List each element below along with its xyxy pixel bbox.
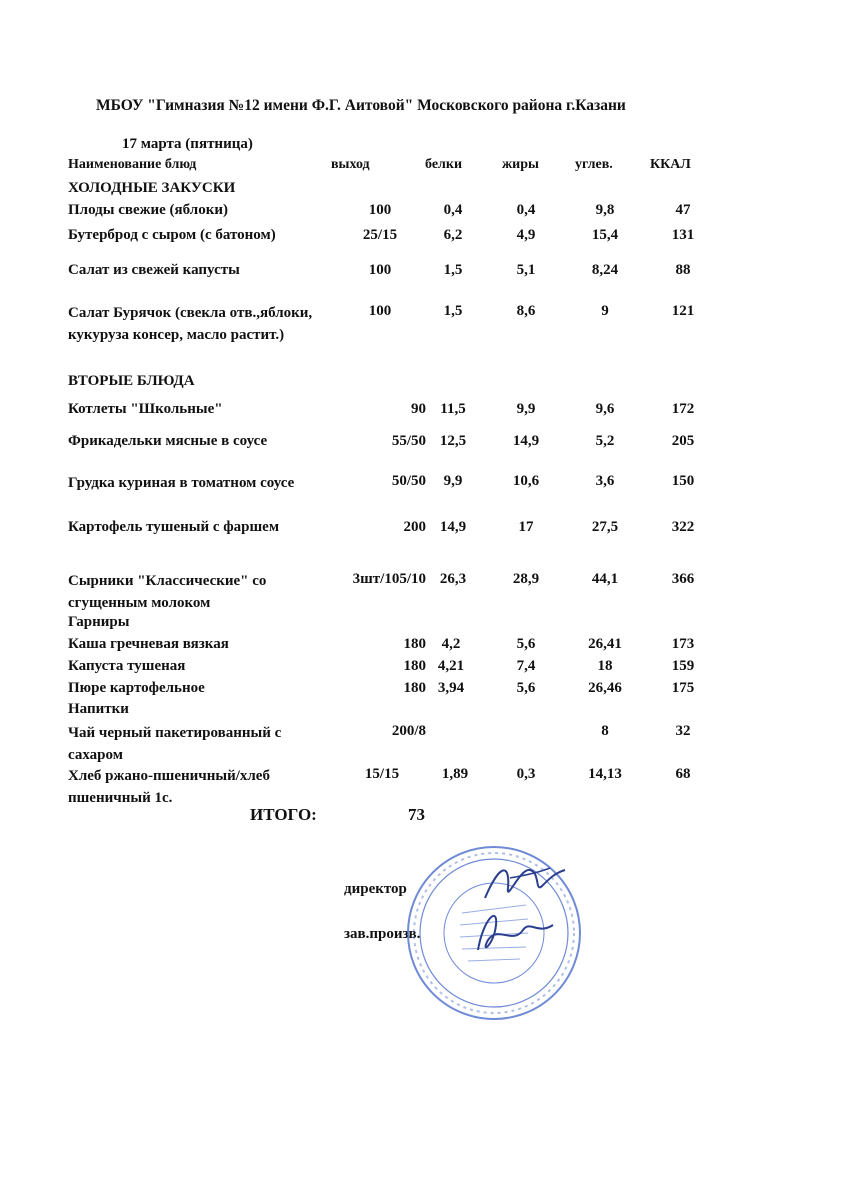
dish-name: Бутерброд с сыром (с батоном) (68, 227, 276, 243)
dish-fat: 5,6 (516, 680, 536, 696)
dish-kcal: 88 (675, 262, 691, 278)
column-header-name: Наименование блюд (68, 157, 197, 172)
dish-protein: 3,94 (437, 680, 465, 696)
dish-protein: 1,5 (443, 262, 463, 278)
director-label: директор (344, 881, 407, 897)
production-head-label: зав.произв. (344, 926, 421, 942)
dish-carbs: 9,8 (595, 202, 615, 218)
column-header-protein: белки (425, 157, 463, 172)
dish-protein: 6,2 (443, 227, 463, 243)
dish-name: Котлеты "Школьные" (68, 401, 223, 417)
total-label: ИТОГО: (250, 805, 317, 824)
dish-kcal: 173 (671, 636, 695, 652)
dish-protein: 1,5 (443, 303, 463, 319)
dish-fat: 10,6 (512, 473, 540, 489)
dish-kcal: 47 (675, 202, 691, 218)
column-header-carbs: углев. (575, 157, 613, 172)
dish-protein: 4,2 (441, 636, 461, 652)
dish-output: 100 (368, 262, 392, 278)
dish-kcal: 68 (675, 766, 691, 782)
dish-kcal: 32 (675, 723, 691, 739)
dish-protein: 11,5 (440, 401, 466, 417)
dish-carbs: 8,24 (591, 262, 619, 278)
dish-fat: 9,9 (516, 401, 536, 417)
dish-carbs: 15,4 (591, 227, 619, 243)
dish-output: 50/50 (391, 473, 426, 489)
dish-name: Картофель тушеный с фаршем (68, 519, 280, 535)
dish-output: 200 (403, 519, 426, 535)
dish-protein: 14,9 (439, 519, 467, 535)
dish-carbs: 44,1 (591, 571, 619, 587)
dish-fat: 4,9 (516, 227, 536, 243)
dish-protein: 1,89 (441, 766, 469, 782)
dish-kcal: 366 (671, 571, 695, 587)
production-signature-icon (468, 900, 558, 960)
dish-kcal: 322 (671, 519, 695, 535)
menu-date: 17 марта (пятница) (122, 136, 253, 152)
column-header-kcal: ККАЛ (650, 157, 691, 172)
dish-fat: 0,3 (516, 766, 536, 782)
dish-protein: 9,9 (443, 473, 463, 489)
dish-kcal: 121 (671, 303, 695, 319)
dish-fat: 8,6 (516, 303, 536, 319)
section-garnish: Гарниры (68, 614, 130, 630)
dish-output: 15/15 (364, 766, 400, 782)
dish-name: Грудка куриная в томатном соусе (68, 475, 295, 491)
dish-output: 180 (403, 636, 426, 652)
dish-output: 90 (411, 401, 426, 417)
dish-output: 200/8 (391, 723, 426, 739)
dish-kcal: 205 (671, 433, 695, 449)
dish-output: 100 (368, 303, 392, 319)
dish-name: Каша гречневая вязкая (68, 636, 229, 652)
dish-carbs: 9,6 (595, 401, 615, 417)
dish-output: 55/50 (391, 433, 426, 449)
dish-fat: 14,9 (512, 433, 540, 449)
dish-fat: 17 (518, 519, 534, 535)
dish-fat: 28,9 (512, 571, 540, 587)
dish-carbs: 26,46 (588, 680, 622, 696)
dish-name: Салат Бурячок (свекла отв.,яблоки, кукуруза консер, масло растит.) (68, 305, 313, 343)
dish-fat: 0,4 (516, 202, 536, 218)
dish-name: Плоды свежие (яблоки) (68, 202, 228, 218)
dish-output: 100 (368, 202, 392, 218)
page-title: МБОУ "Гимназия №12 имени Ф.Г. Аитовой" Московского района г.Казани (96, 97, 626, 114)
dish-fat: 5,1 (516, 262, 536, 278)
dish-fat: 7,4 (516, 658, 536, 674)
dish-output: 180 (403, 680, 426, 696)
dish-carbs: 27,5 (591, 519, 619, 535)
section-drinks: Напитки (68, 701, 129, 717)
dish-carbs: 5,2 (595, 433, 615, 449)
dish-output: 180 (403, 658, 426, 674)
dish-kcal: 159 (671, 658, 695, 674)
column-header-output: выход (331, 157, 370, 172)
dish-carbs: 26,41 (588, 636, 622, 652)
dish-kcal: 131 (671, 227, 695, 243)
dish-name: Чай черный пакетированный с сахаром (68, 725, 282, 763)
dish-kcal: 150 (671, 473, 695, 489)
dish-carbs: 3,6 (595, 473, 615, 489)
column-header-fat: жиры (502, 157, 539, 172)
dish-name: Сырники "Классические" со сгущенным молоком (68, 573, 267, 611)
dish-name: Пюре картофельное (68, 680, 205, 696)
dish-name: Салат из свежей капусты (68, 262, 240, 278)
total-value: 73 (408, 805, 425, 824)
dish-carbs: 18 (597, 658, 613, 674)
dish-kcal: 172 (671, 401, 695, 417)
dish-protein: 0,4 (443, 202, 463, 218)
dish-carbs: 8 (601, 723, 609, 739)
dish-carbs: 14,13 (588, 766, 622, 782)
dish-carbs: 9 (601, 303, 609, 319)
dish-kcal: 175 (671, 680, 695, 696)
dish-name: Хлеб ржано-пшеничный/хлеб пшеничный 1с. (68, 768, 270, 806)
dish-name: Капуста тушеная (68, 658, 186, 674)
dish-output: 3шт/105/10 (352, 571, 426, 587)
dish-name: Фрикадельки мясные в соусе (68, 433, 268, 449)
section-second: ВТОРЫЕ БЛЮДА (68, 373, 195, 389)
dish-protein: 4,21 (437, 658, 465, 674)
dish-protein: 26,3 (439, 571, 467, 587)
dish-protein: 12,5 (439, 433, 467, 449)
dish-fat: 5,6 (516, 636, 536, 652)
dish-output: 25/15 (362, 227, 398, 243)
section-cold: ХОЛОДНЫЕ ЗАКУСКИ (68, 180, 236, 196)
